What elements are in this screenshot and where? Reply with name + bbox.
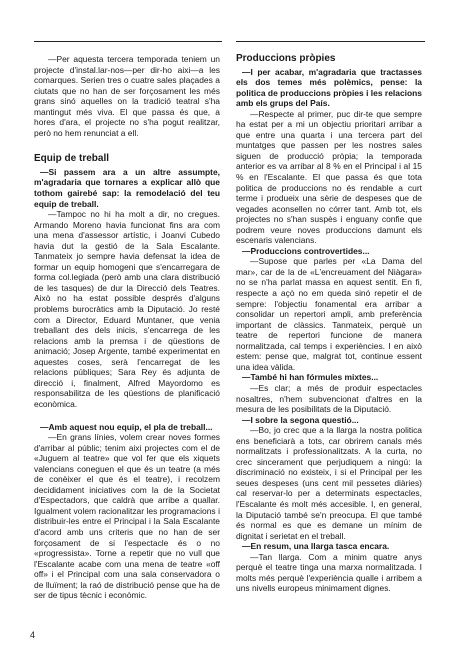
- answer: —Respecte al primer, puc dir-te que sempre ha estat per a mi un objectiu prioritari arribar a que entre una quarta i una tercera part del muntatges que passen per les nostres sales siguen de producció pròpia; la temporada anterior es va arribar al 8 % en el Principal i al 15 % en l'Escalante. El que passa és que tota politica de produccions no és rendable a curt terme i produeix una sèrie de despeses que de vegades aconsellen no córrer tant. Amb tot, els projectes no s'han suspès i enguany confie que podrem veure noves produccions damunt els escenaris valencians.: [236, 108, 422, 246]
- answer: —Bo, jo crec que a la llarga la nostra politica ens beneficiarà a tots, car obrirem canals més normalitzats i professionalitzats. A la curta, no crec sincerament que perjudiquem a ningú: la discriminació no existeix, i si el Principal per les seues despeses (uns cent mil pessetes diàries) cal reservar-lo per a determinats espectacles, l'Escalante és molt més accesible. I, en general, la Diputació també se'n preocupa. El que també és normal es que es demane un mínim de dignitat i serietat en el treball.: [236, 425, 422, 541]
- answer: —Tan llarga. Com a minim quatre anys perquè el teatre tinga una marxa normalitzada. I molts més perquè l'experiència qualle i arribem a uns nivells europeus minimament dignes.: [236, 551, 422, 594]
- question: —Si passem ara a un altre assumpte, m'agradaria que tornares a explicar allò que tothom gairebé sap: la remodelació del teu equip de treball.: [34, 166, 220, 209]
- left-column: [34, 54, 220, 601]
- question: —En resum, una llarga tasca encara.: [242, 541, 390, 552]
- answer: —Supose que parles per «La Dama del mar», car de la de «L'encreuament del Niàgara» no se n'ha parlat massa en aquest sentit. En fi, respecte a açò no em queda sinó repetir el de sempre: l'objectiu fonamental era arribar a consolidar un repertori ampli, amb preferència important de clàssics. Tanmateix, perquè un teatre de repertori funcione de manera normalitzada, cal temps i experiències. I en això estem: pense que, malgrat tot, continue essent una idea vàlida.: [236, 256, 422, 372]
- intro-paragraph: —Per aquesta tercera temporada teniem un projecte d'instal.lar-nos—per dir-ho aixi—a les comarques. Serien tres o cuatre sales plaçades a ciutats que no han de ser forçosament les més grans sinó aquelles on la tradició teatral s'ha mantingut més viva. El que passa és que, a hores d'ara, el projecte no s'ha pogut realitzar, però no hem renunciat a ell.: [34, 54, 220, 138]
- question: —Amb aquest nou equip, el pla de treball...: [40, 421, 213, 432]
- top-rule-right: [236, 41, 425, 42]
- top-rule-left: [34, 41, 222, 42]
- answer: —En grans línies, volem crear noves formes d'arribar al públic; tenim aixi projectes com el de «Juguem al teatre» que vol fer que els xiquets valencians coneguen el que és un teatre (a més de conèixer el que és el teatre), i recolzem decididament iniciatives com la de la Societat d'Espectadors, que caldrà que arribe a quallar. Igualment volem racionalitzar les programacions i distribuir-les entre el Principal i la Sala Escalante d'acord amb uns criteris que no han de ser forçosament de si l'espectacle és o no «progressista». Torne a repetir que no vull que l'Escalante acabe com una mena de teatre «off off» i el Principal com una sala conservadora o de lluïment; la raó de distribució pense que ha de ser de tipus tècnic i econòmic.: [34, 432, 220, 601]
- right-column: [236, 54, 422, 594]
- question: —També hi han fórmules mixtes...: [242, 372, 379, 383]
- question: —Produccions controvertides...: [242, 245, 370, 256]
- question: —I sobre la segona questió...: [242, 414, 359, 425]
- section-title-produccions: Produccions pròpies: [236, 53, 336, 64]
- section-title-equip: Equip de treball: [34, 153, 110, 165]
- answer: —Tampoc no hi ha molt a dir, no cregues. Armando Moreno havia funcionat fins ara com una mena d'assessor artístic, i Joanvi Cubedo havia dut la gestió de la Sala Escalante. Tanmateix jo sempre havia defensat la idea de formar un equip homogeni que s'encarregara de forma col.legiada (però amb una clara distribució de les tasques) de dur la Direcció dels Teatres. Això no ha estat possible després d'alguns problems burocràtics amb la Diputació. Jo resté com a Director, Eduard Muntaner, que venia treballant des dels inicis, s'encarrega de les relacions amb la premsa i de qüestions de animació; Josep Argente, també experimentat en aquestes coses, serà l'encarregat de les relacions públiques; Sara Rey és adjunta de direcció i, finalment, Alfred Mayordomo es responsabilitza de les qüestions de planificació econòmica.: [34, 209, 220, 409]
- question: —I per acabar, m'agradaria que tractasses els dos temes més polèmics, pense: la politica de produccions pròpies i les relacions amb els grups del País.: [236, 66, 422, 109]
- page-number: 4: [30, 630, 36, 640]
- answer: —Es clar; a més de produir espectacles nosaltres, n'hem subvencionat d'altres en la mesura de les posibilitats de la Diputació.: [236, 382, 422, 415]
